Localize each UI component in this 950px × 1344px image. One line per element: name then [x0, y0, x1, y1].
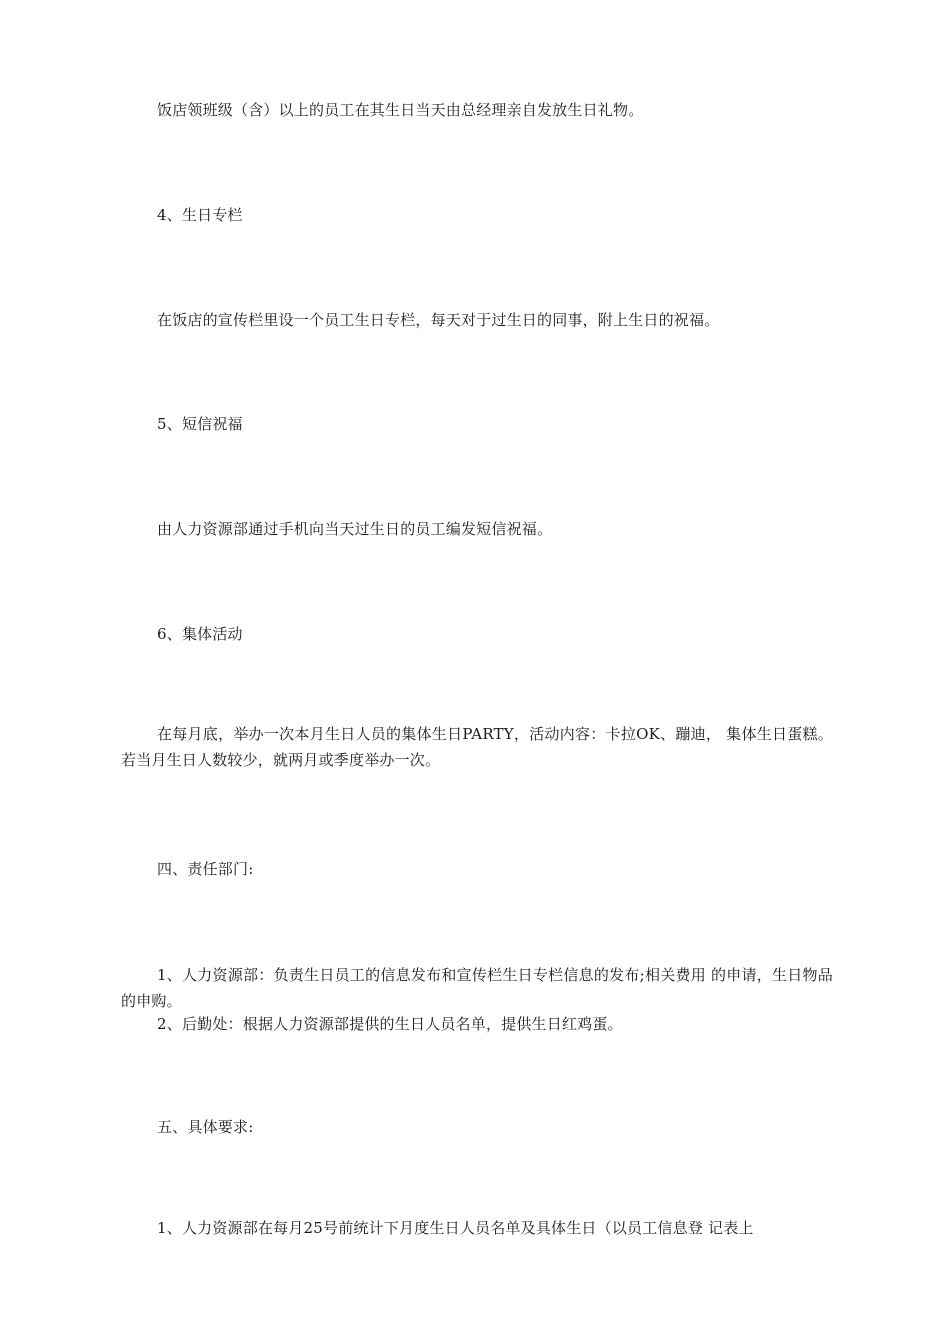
paragraph-sms-wishes: 由人力资源部通过手机向当天过生日的员工编发短信祝福。	[157, 520, 553, 538]
heading-specific-requirements: 五、具体要求:	[157, 1118, 254, 1136]
paragraph-hr-requirement: 1、人力资源部在每月25号前统计下月度生日人员名单及具体生日（以员工信息登 记表上	[157, 1219, 754, 1237]
heading-group-activity: 6、集体活动	[157, 625, 243, 643]
paragraph-hr-responsibility: 1、人力资源部：负责生日员工的信息发布和宣传栏生日专栏信息的发布;相关费用 的申请，生日物品的申购。	[121, 966, 833, 1010]
paragraph-group-activity: 在每月底，举办一次本月生日人员的集体生日PARTY，活动内容：卡拉OK、蹦迪， 集体生日蛋糕。若当月生日人数较少，就两月或季度举办一次。	[121, 725, 833, 769]
heading-birthday-column: 4、生日专栏	[157, 206, 243, 224]
paragraph-birthday-column: 在饭店的宣传栏里设一个员工生日专栏，每天对于过生日的同事，附上生日的祝福。	[157, 311, 720, 329]
heading-responsible-departments: 四、责任部门:	[157, 860, 254, 878]
paragraph-gift-distribution: 饭店领班级（含）以上的员工在其生日当天由总经理亲自发放生日礼物。	[157, 101, 644, 119]
paragraph-logistics-responsibility: 2、后勤处：根据人力资源部提供的生日人员名单，提供生日红鸡蛋。	[157, 1015, 623, 1033]
heading-sms-wishes: 5、短信祝福	[157, 415, 243, 433]
